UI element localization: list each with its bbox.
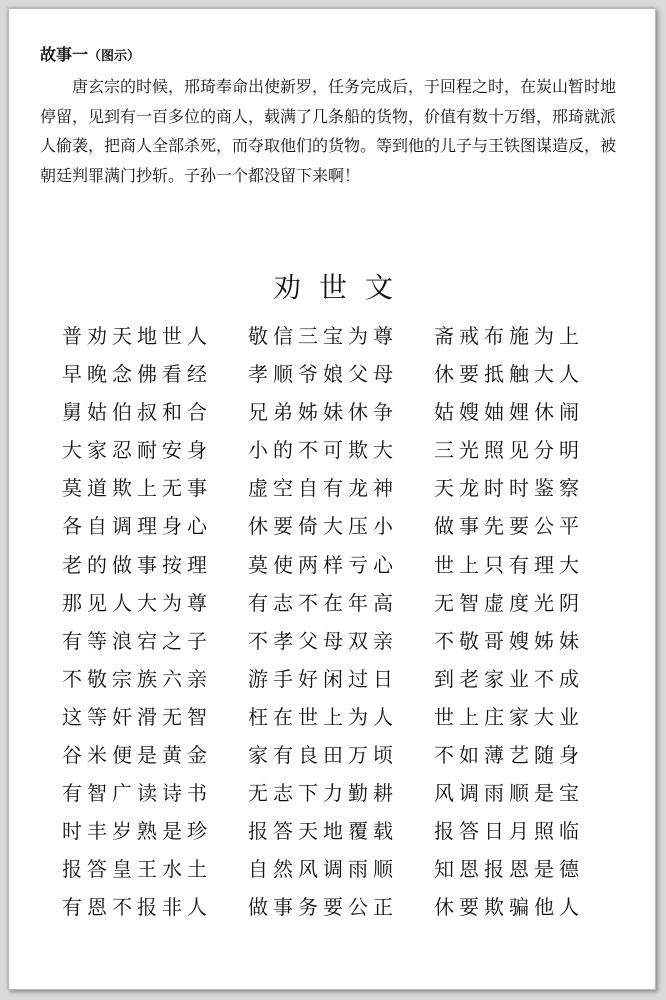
- poem-line: 舅姑伯叔和合: [62, 400, 212, 425]
- poem-line: 天龙时时鉴察: [434, 476, 584, 501]
- poem-line: 枉在世上为人: [248, 704, 398, 729]
- poem-line: 家有良田万顷: [248, 743, 398, 768]
- poem-line: 兄弟姊妹休争: [248, 400, 398, 425]
- poem-line: 有恩不报非人: [62, 895, 212, 920]
- poem-line: 孝顺爷娘父母: [248, 362, 398, 387]
- poem-line: 敬信三宝为尊: [248, 324, 398, 348]
- story-heading: [40, 42, 140, 65]
- poem-line: 各自调理身心: [62, 514, 212, 539]
- poem-line: 报答天地覆载: [248, 819, 398, 844]
- poem-line: 报答皇王水土: [62, 857, 212, 882]
- poem-line: 游手好闲过日: [248, 666, 398, 691]
- poem-line: 无智虚度光阴: [434, 590, 584, 615]
- poem-line: 莫使两样亏心: [248, 552, 398, 577]
- poem-line: 早晚念佛看经: [62, 362, 212, 387]
- poem-line: 三光照见分明: [434, 438, 584, 463]
- poem-line: 斋戒布施为上: [434, 324, 584, 348]
- poem-line: 小的不可欺大: [248, 438, 398, 463]
- poem-line: 有志不在年高: [248, 590, 398, 615]
- poem-line: 老的做事按理: [62, 552, 212, 577]
- poem-line: 时丰岁熟是珍: [62, 819, 212, 844]
- poem-line: 有智广读诗书: [62, 781, 212, 806]
- poem-line: 休要欺骗他人: [434, 895, 584, 920]
- poem-line: 莫道欺上无事: [62, 476, 212, 501]
- story-heading-note: （图示）: [88, 49, 141, 64]
- poem-line: 休要抵触大人: [434, 362, 584, 387]
- poem-line: 风调雨顺是宝: [434, 781, 584, 806]
- poem-line: 大家忍耐安身: [62, 438, 212, 463]
- poem-line: 虚空自有龙神: [248, 476, 398, 501]
- poem-line: 自然风调雨顺: [248, 857, 398, 882]
- poem-grid: [62, 321, 620, 931]
- poem-line: 知恩报恩是德: [434, 857, 584, 882]
- poem-title: 劝世文: [272, 271, 411, 304]
- story-heading-title: 故事一: [40, 45, 89, 64]
- poem-line: 姑嫂妯娌休闹: [434, 400, 584, 425]
- poem-line: 不孝父母双亲: [248, 628, 398, 653]
- story-paragraph: 唐玄宗的时候，邢琦奉命出使新罗，任务完成后，于回程之时，在炭山暂时地停留，见到有一百多位的商人，载满了几条船的货物，价值有数十万缗，邢琦就派人偷袭，把商人全部杀死，而夺取他们的货物。等到他的儿子与王铁图谋造反，被朝廷判罪满门抄斩。子孙一个都没留下来啊！: [40, 77, 617, 185]
- poem-line: 休要倚大压小: [248, 514, 398, 539]
- poem-line: 世上只有理大: [434, 552, 584, 577]
- poem-line: 谷米便是黄金: [62, 743, 212, 768]
- poem-line: 普劝天地世人: [62, 324, 212, 348]
- poem-line: 不敬哥嫂姊妹: [434, 628, 584, 653]
- poem-line: 不如薄艺随身: [434, 743, 584, 768]
- poem-line: 到老家业不成: [434, 666, 584, 691]
- poem-line: 那见人大为尊: [62, 590, 212, 615]
- poem-line: 不敬宗族六亲: [62, 666, 212, 691]
- poem-line: 做事先要公平: [434, 514, 584, 539]
- poem-line: 世上庄家大业: [434, 704, 584, 729]
- poem-line: 有等浪宕之子: [62, 628, 212, 653]
- poem-line: 报答日月照临: [434, 819, 584, 844]
- poem-line: 这等奸滑无智: [62, 704, 212, 729]
- poem-line: 做事务要公正: [248, 895, 398, 920]
- poem-line: 无志下力勤耕: [248, 781, 398, 806]
